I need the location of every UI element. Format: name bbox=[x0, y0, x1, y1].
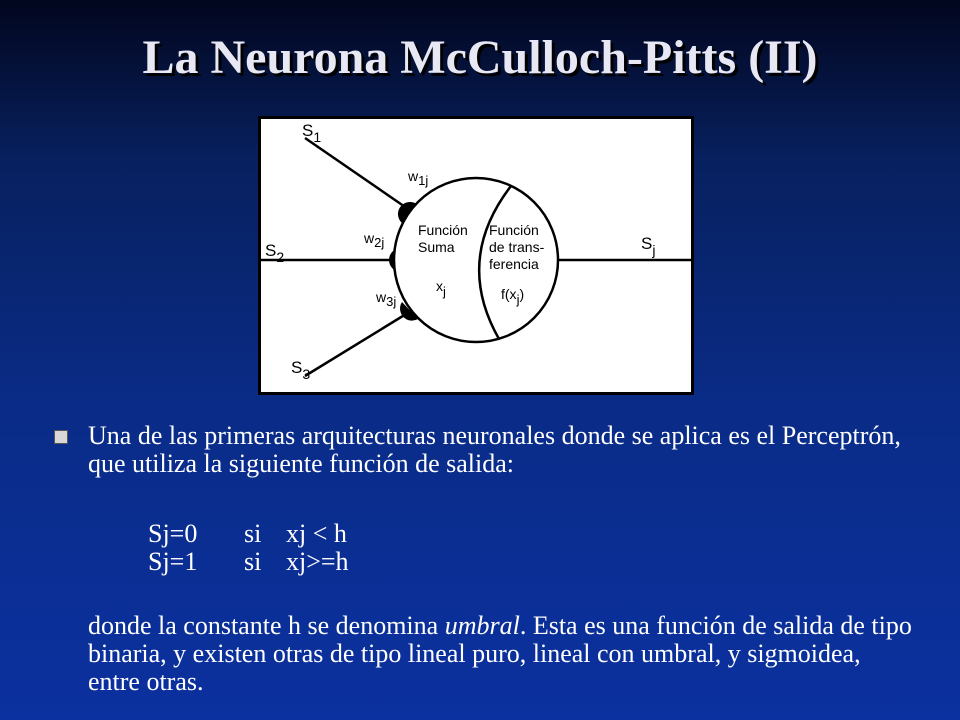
input-line-s3 bbox=[305, 311, 411, 376]
weight-label-w1j: w1j bbox=[408, 168, 429, 188]
threshold-explanation bbox=[88, 612, 918, 696]
equation-2-condition: si bbox=[244, 547, 262, 576]
neuron-diagram bbox=[258, 116, 694, 395]
bullet-intro-text: Una de las primeras arquitecturas neuronales donde se aplica es el Perceptrón, que utiliza la siguiente función de salida: bbox=[88, 421, 901, 478]
threshold-term: umbral bbox=[444, 611, 520, 640]
bullet-square-icon bbox=[54, 430, 68, 444]
equation-1-rhs: xj < h bbox=[286, 519, 347, 548]
output-label: $S_j$ bbox=[641, 234, 656, 258]
transfer-function-label-3: ferencia bbox=[489, 256, 539, 272]
input-label-s2: $S_2$ bbox=[265, 241, 285, 265]
transfer-function-label-1: Función bbox=[489, 222, 539, 238]
equation-2-rhs: xj>=h bbox=[286, 547, 349, 576]
threshold-text-start: donde la constante h se denomina bbox=[88, 611, 445, 640]
equation-1-lhs: Sj=0 bbox=[148, 519, 198, 548]
input-line-s1 bbox=[305, 138, 411, 211]
weight-label-w3j: w3j bbox=[376, 289, 397, 309]
transfer-function-label-2: de trans- bbox=[489, 239, 545, 255]
equation-2-lhs: Sj=1 bbox=[148, 547, 198, 576]
sum-function-label-2: Suma bbox=[418, 239, 455, 255]
threshold-text-end: . Esta es una función de salida de tipo binaria, y existen otras de tipo lineal puro, lineal con umbral, y sigmoidea, entre otras. bbox=[88, 611, 912, 696]
transfer-function-expression: f(xj) bbox=[501, 286, 525, 307]
equation-1-condition: si bbox=[244, 519, 262, 548]
sum-variable: xj bbox=[436, 278, 446, 299]
weight-label-w2j: w2j bbox=[364, 230, 385, 250]
input-label-s1: $S_1$ bbox=[302, 121, 322, 145]
slide-title: La Neurona McCulloch-Pitts (II) bbox=[142, 31, 818, 84]
neuron-diagram-svg bbox=[261, 119, 691, 392]
sum-function-label-1: Función bbox=[418, 222, 468, 238]
input-label-s3: $S_3$ bbox=[291, 358, 311, 382]
